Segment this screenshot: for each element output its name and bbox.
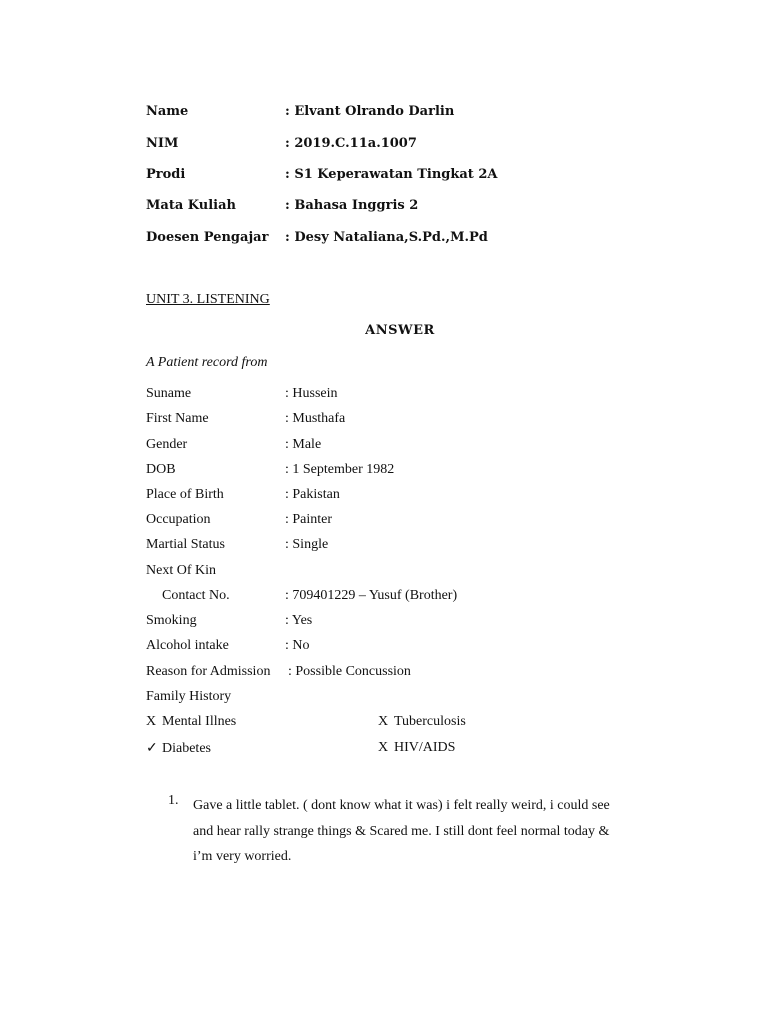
record-label: Smoking (146, 613, 197, 628)
record-label: Reason for Admission (146, 664, 271, 679)
header-value: : Bahasa Inggris 2 (285, 198, 419, 213)
record-label: DOB (146, 462, 176, 477)
record-value: : 1 September 1982 (285, 462, 395, 477)
unit-title: UNIT 3. LISTENING (146, 292, 270, 307)
cross-mark-icon: X (378, 714, 389, 729)
record-label: Suname (146, 386, 192, 401)
header-label: Name (146, 104, 189, 119)
answer-line: Gave a little tablet. ( dont know what it was) i felt really weird, i could see (193, 798, 610, 813)
answer-number: 1. (168, 793, 179, 808)
family-history-mental-illnes (146, 714, 236, 730)
record-label: Gender (146, 437, 188, 452)
record-intro: A Patient record from (146, 355, 268, 370)
family-history-diabetes (146, 740, 211, 757)
record-label: Martial Status (146, 537, 225, 552)
answer-paragraph (193, 793, 663, 870)
record-label: Place of Birth (146, 487, 224, 502)
record-value: : Single (285, 537, 329, 552)
header-value: : Elvant Olrando Darlin (285, 104, 455, 119)
record-value: : 709401229 – Yusuf (Brother) (285, 588, 458, 603)
record-value: : Yes (285, 613, 313, 628)
record-value: : Painter (285, 512, 333, 527)
record-label: Alcohol intake (146, 638, 229, 653)
cross-mark-icon: X (146, 714, 157, 729)
family-history-tuberculosis (378, 714, 466, 730)
header-value: : S1 Keperawatan Tingkat 2A (285, 167, 498, 182)
record-value: : Hussein (285, 386, 338, 401)
answer-line: i’m very worried. (193, 849, 292, 864)
record-label: Occupation (146, 512, 211, 527)
family-history-label: HIV/AIDS (394, 740, 456, 755)
record-label: Next Of Kin (146, 563, 216, 578)
record-label: First Name (146, 411, 209, 426)
record-value: : Male (285, 437, 322, 452)
record-label: Contact No. (162, 588, 230, 603)
header-label: Doesen Pengajar (146, 230, 269, 245)
header-label: Mata Kuliah (146, 198, 236, 213)
answer-line: and hear rally strange things & Scared me. I still dont feel normal today & (193, 823, 610, 839)
header-value: : 2019.C.11a.1007 (285, 136, 417, 151)
family-history-label: Diabetes (162, 741, 211, 756)
record-label: Family History (146, 689, 232, 704)
header-value: : Desy Nataliana,S.Pd.,M.Pd (285, 230, 488, 245)
answer-title: ANSWER (365, 323, 435, 338)
cross-mark-icon: X (378, 740, 389, 755)
header-label: NIM (146, 136, 179, 151)
record-value: : Pakistan (285, 487, 340, 502)
check-mark-icon: ✓ (146, 741, 158, 756)
family-history-label: Mental Illnes (162, 714, 237, 729)
header-label: Prodi (146, 167, 186, 182)
record-value: : Possible Concussion (288, 664, 411, 679)
record-value: : No (285, 638, 310, 653)
family-history-hiv-aids (378, 740, 455, 756)
family-history-label: Tuberculosis (394, 714, 466, 729)
record-value: : Musthafa (285, 411, 346, 426)
